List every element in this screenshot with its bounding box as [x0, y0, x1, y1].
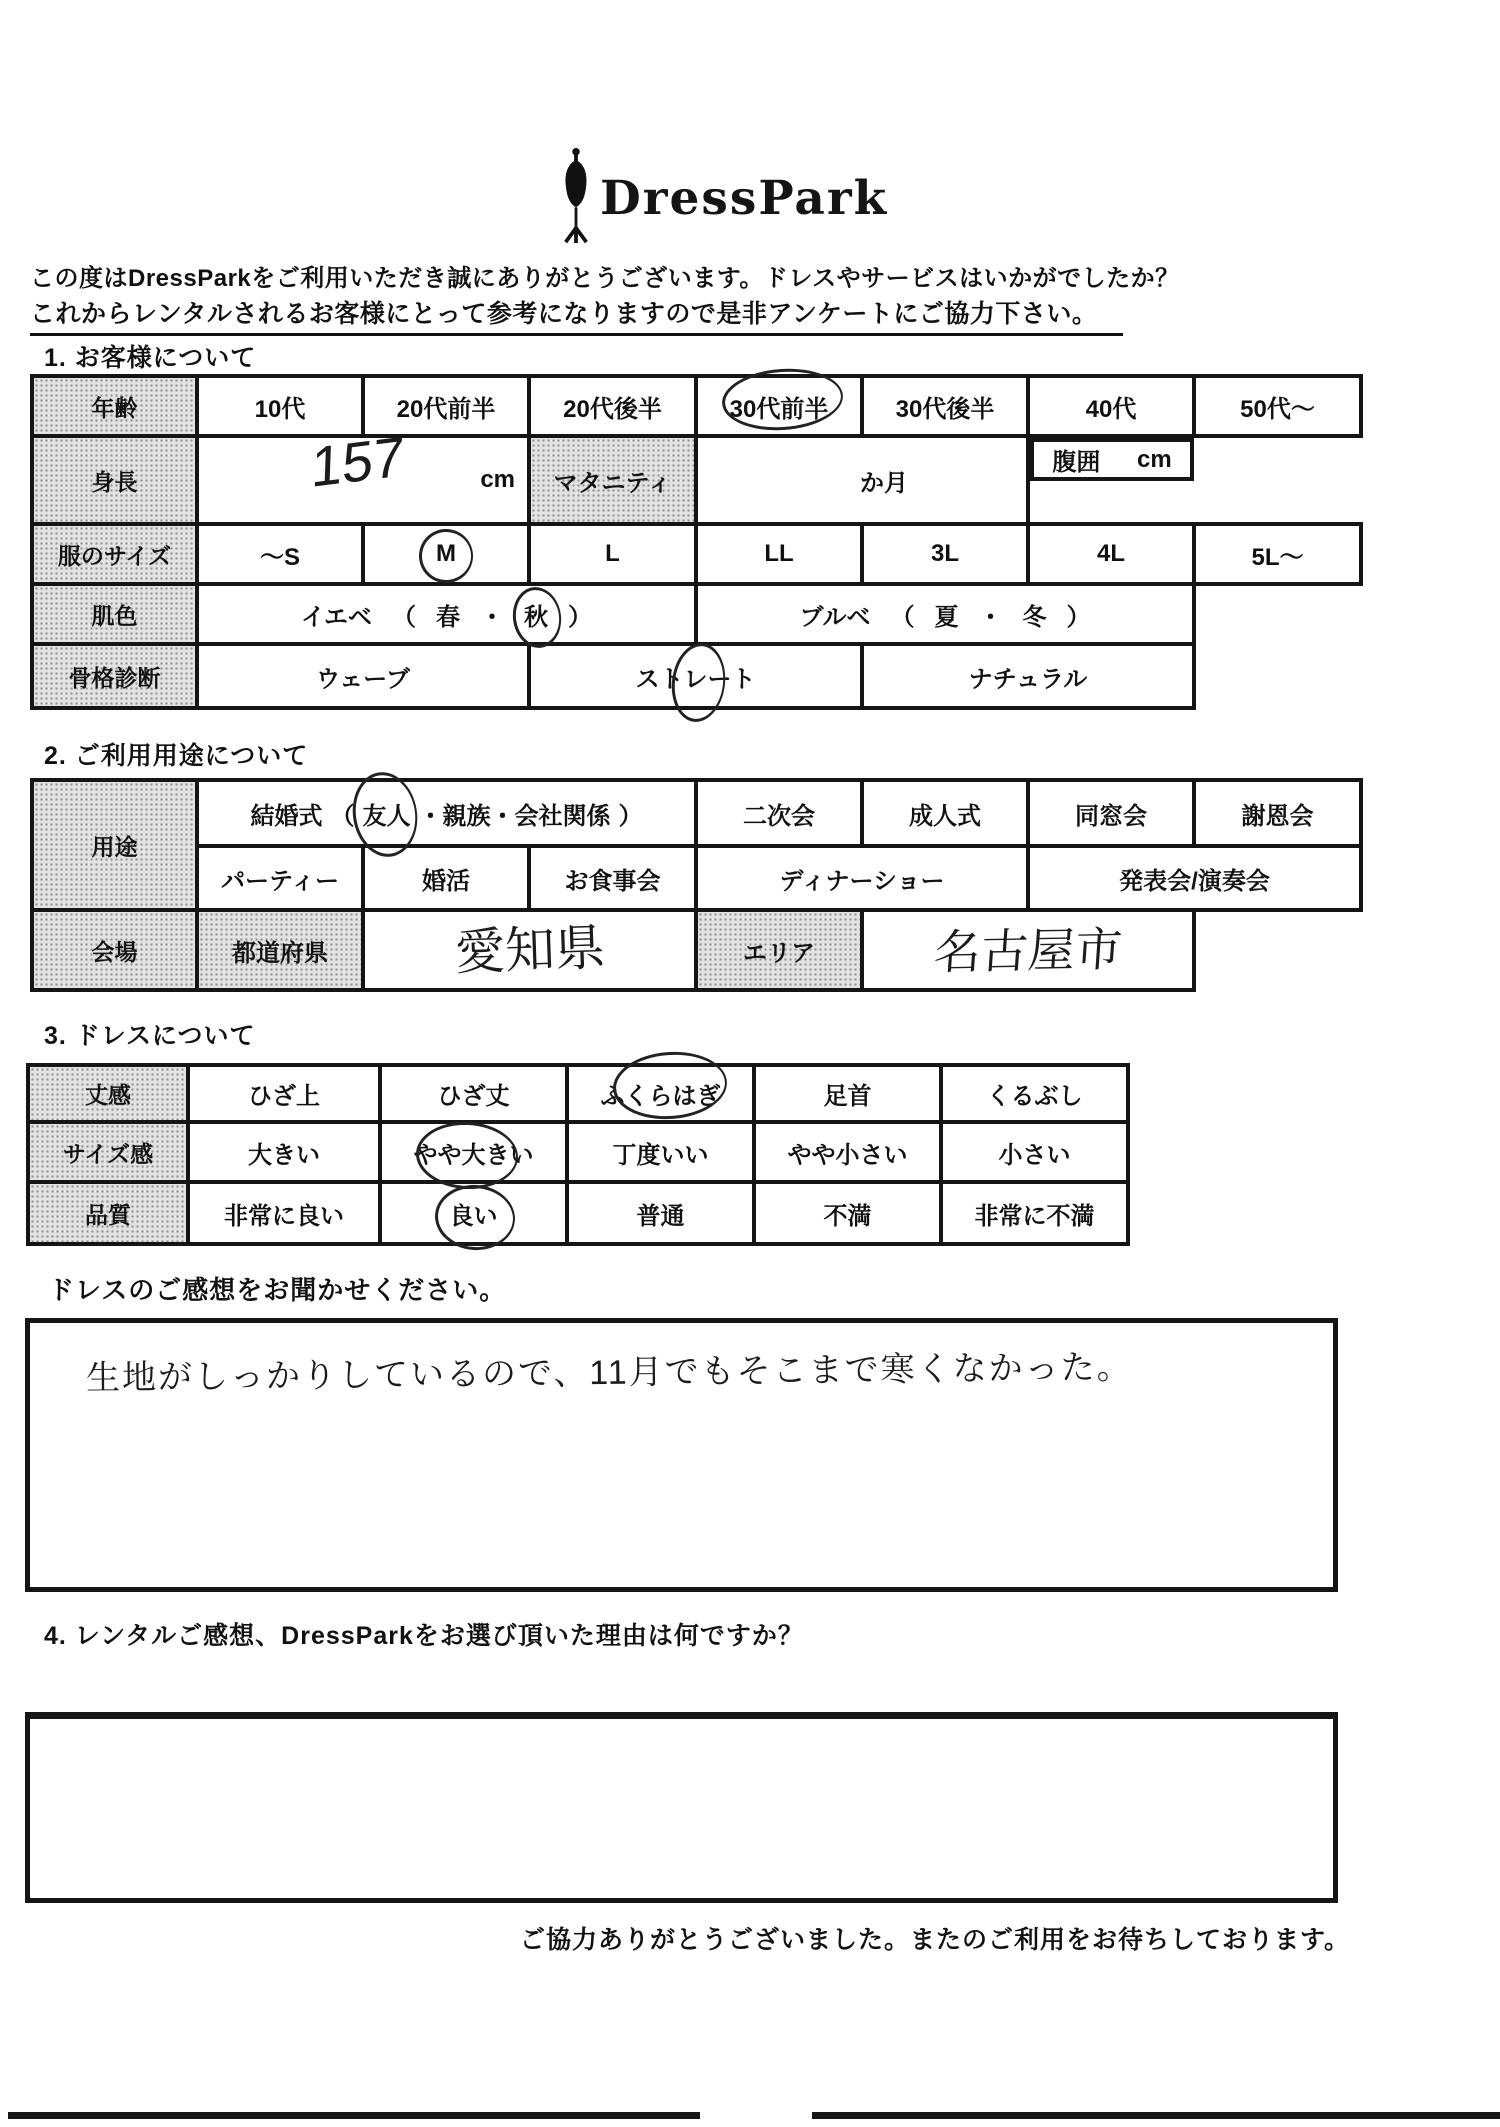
length-anklebone: くるぶし [941, 1065, 1128, 1122]
length-above-knee: ひざ上 [188, 1065, 380, 1122]
age-option-10s: 10代 [197, 376, 363, 436]
purpose-thanks-party: 謝恩会 [1194, 780, 1361, 846]
skin-label: 肌色 [32, 584, 197, 644]
height-row [32, 436, 1361, 524]
section-4-heading: 4. レンタルご感想、DressParkをお選び頂いた理由は何ですか？ [44, 1622, 804, 1650]
age-option-50s: 50代～ [1194, 376, 1361, 436]
size-label: 服のサイズ [32, 524, 197, 584]
size-option-l: L [529, 524, 696, 584]
area-label: エリア [696, 910, 862, 990]
skin-blue-name: ブルベ [799, 603, 871, 631]
purpose-wedding: 結婚式 [250, 802, 323, 830]
fit-slightly-large-circle-mark: やや大きい [414, 1135, 534, 1170]
purpose-wedding-cell [197, 780, 696, 846]
purpose-coming-of-age: 成人式 [862, 780, 1028, 846]
waist-label: 腹囲 [1052, 449, 1101, 476]
length-label: 丈感 [28, 1065, 188, 1122]
paren-close: ） [1066, 603, 1091, 631]
fit-small: 小さい [941, 1122, 1128, 1182]
dress-table [26, 1063, 1130, 1246]
age-option-late-20s: 20代後半 [529, 376, 696, 436]
purpose-reunion: 同窓会 [1028, 780, 1194, 846]
size-m-circle-mark: M [436, 540, 456, 567]
intro-line-1: この度はDressParkをご利用いただき誠にありがとうございます。ドレスやサービスはいかがでしたか？ [30, 265, 1180, 292]
dress-comment-handwritten-text: 生地がしっかりしているので、11月でもそこまで寒くなかった。 [85, 1348, 1133, 1398]
size-option-ll: LL [696, 524, 862, 584]
skin-yellow-cell [197, 584, 696, 644]
length-calf [567, 1065, 754, 1122]
frame-straight-circle-mark: ストレート [636, 659, 756, 694]
size-option-5l: 5L～ [1194, 524, 1361, 584]
scan-edge-line-left [8, 2112, 700, 2119]
fit-just-right: 丁度いい [567, 1122, 754, 1182]
frame-label: 骨格診断 [32, 644, 197, 708]
wedding-relations: ・親族・会社関係 [418, 802, 611, 830]
fit-label: サイズ感 [28, 1122, 188, 1182]
skin-summer: 夏 [934, 603, 959, 631]
purpose-label: 用途 [32, 780, 197, 910]
paren-open: （ [890, 603, 915, 631]
purpose-dinner-show: ディナーショー [696, 846, 1028, 910]
skin-blue-cell [696, 584, 1194, 644]
dress-comment-box [25, 1318, 1338, 1592]
purpose-afterparty: 二次会 [696, 780, 862, 846]
empty-cell [1194, 910, 1361, 990]
size-option-m [363, 524, 529, 584]
customer-table [30, 374, 1363, 710]
size-option-3l: 3L [862, 524, 1028, 584]
fit-slightly-large [380, 1122, 567, 1182]
quality-very-good: 非常に良い [188, 1182, 380, 1244]
intro-line-2: これからレンタルされるお客様にとって参考になりますので是非アンケートにご協力下さい。 [30, 294, 1123, 336]
age-option-early-30s [696, 376, 862, 436]
quality-dissatisfied: 不満 [754, 1182, 941, 1244]
size-option-s: ～S [197, 524, 363, 584]
wedding-friend-circle-mark: 友人 [363, 796, 411, 831]
size-option-4l: 4L [1028, 524, 1194, 584]
paren-close: ） [618, 802, 643, 830]
skin-autumn-circle-mark: 秋 [524, 597, 548, 632]
quality-good-circle-mark: 良い [450, 1196, 498, 1231]
length-ankle: 足首 [754, 1065, 941, 1122]
maternity-label: マタニティ [529, 436, 696, 524]
age-early-30s-circle-mark: 30代前半 [730, 389, 829, 424]
age-option-early-20s: 20代前半 [363, 376, 529, 436]
fit-row [28, 1122, 1128, 1182]
empty-cell [1194, 644, 1361, 708]
waist-cell [1030, 438, 1194, 481]
frame-row [32, 644, 1361, 708]
length-row [28, 1065, 1128, 1122]
paren-close: ） [568, 603, 593, 631]
purpose-row-2 [32, 846, 1361, 910]
age-option-40s: 40代 [1028, 376, 1194, 436]
months-label: か月 [860, 469, 908, 497]
quality-row [28, 1182, 1128, 1244]
prefecture-value-cell [363, 910, 696, 990]
empty-cell [1194, 584, 1361, 644]
waist-unit: cm [1136, 445, 1172, 473]
purpose-konkatsu: 婚活 [363, 846, 529, 910]
age-row [32, 376, 1361, 436]
area-handwritten-value: 名古屋市 [932, 921, 1124, 979]
age-option-late-30s: 30代後半 [862, 376, 1028, 436]
brand-logo [560, 146, 888, 251]
skin-row [32, 584, 1361, 644]
quality-label: 品質 [28, 1182, 188, 1244]
frame-option-natural: ナチュラル [862, 644, 1194, 708]
section-2-heading: 2. ご利用用途について [44, 742, 309, 770]
quality-good [380, 1182, 567, 1244]
frame-option-straight [529, 644, 862, 708]
skin-spring: 春 [436, 603, 461, 631]
height-handwritten-value: 157 [310, 423, 406, 500]
dress-comment-prompt: ドレスのご感想をお聞かせください。 [48, 1275, 507, 1305]
quality-very-dissatisfied: 非常に不満 [941, 1182, 1128, 1244]
age-label: 年齢 [32, 376, 197, 436]
purpose-dinner-meeting: お食事会 [529, 846, 696, 910]
length-calf-circle-mark: ふくらはぎ [601, 1076, 721, 1111]
rental-reason-box [25, 1712, 1338, 1903]
length-knee: ひざ丈 [380, 1065, 567, 1122]
quality-normal: 普通 [567, 1182, 754, 1244]
usage-table [30, 778, 1363, 992]
fit-slightly-small: やや小さい [754, 1122, 941, 1182]
size-row [32, 524, 1361, 584]
dot-separator: ・ [480, 603, 505, 631]
area-value-cell [862, 910, 1194, 990]
brand-name: DressPark [600, 171, 889, 226]
prefecture-label: 都道府県 [197, 910, 363, 990]
section-1-heading: 1. お客様について [44, 344, 257, 372]
footer-thanks-text: ご協力ありがとうございました。またのご利用をお待ちしております。 [520, 1926, 1351, 1954]
height-value-cell [197, 423, 529, 524]
purpose-recital: 発表会/演奏会 [1028, 846, 1361, 910]
scan-edge-line-right [812, 2112, 1500, 2119]
dress-form-icon [560, 146, 592, 251]
venue-row [32, 910, 1361, 990]
paren-open: （ [330, 802, 355, 830]
height-unit: cm [480, 466, 515, 493]
venue-label: 会場 [32, 910, 197, 990]
section-3-heading: 3. ドレスについて [44, 1022, 256, 1050]
paren-open: （ [392, 603, 417, 631]
purpose-party: パーティー [197, 846, 363, 910]
fit-large: 大きい [188, 1122, 380, 1182]
skin-yellow-name: イエベ [300, 603, 373, 631]
maternity-months-cell [696, 436, 1028, 524]
prefecture-handwritten-value: 愛知県 [453, 919, 606, 981]
purpose-row-1 [32, 780, 1361, 846]
skin-winter: 冬 [1022, 603, 1047, 631]
frame-option-wave: ウェーブ [197, 644, 529, 708]
dot-separator: ・ [978, 603, 1003, 631]
height-label: 身長 [32, 436, 197, 524]
